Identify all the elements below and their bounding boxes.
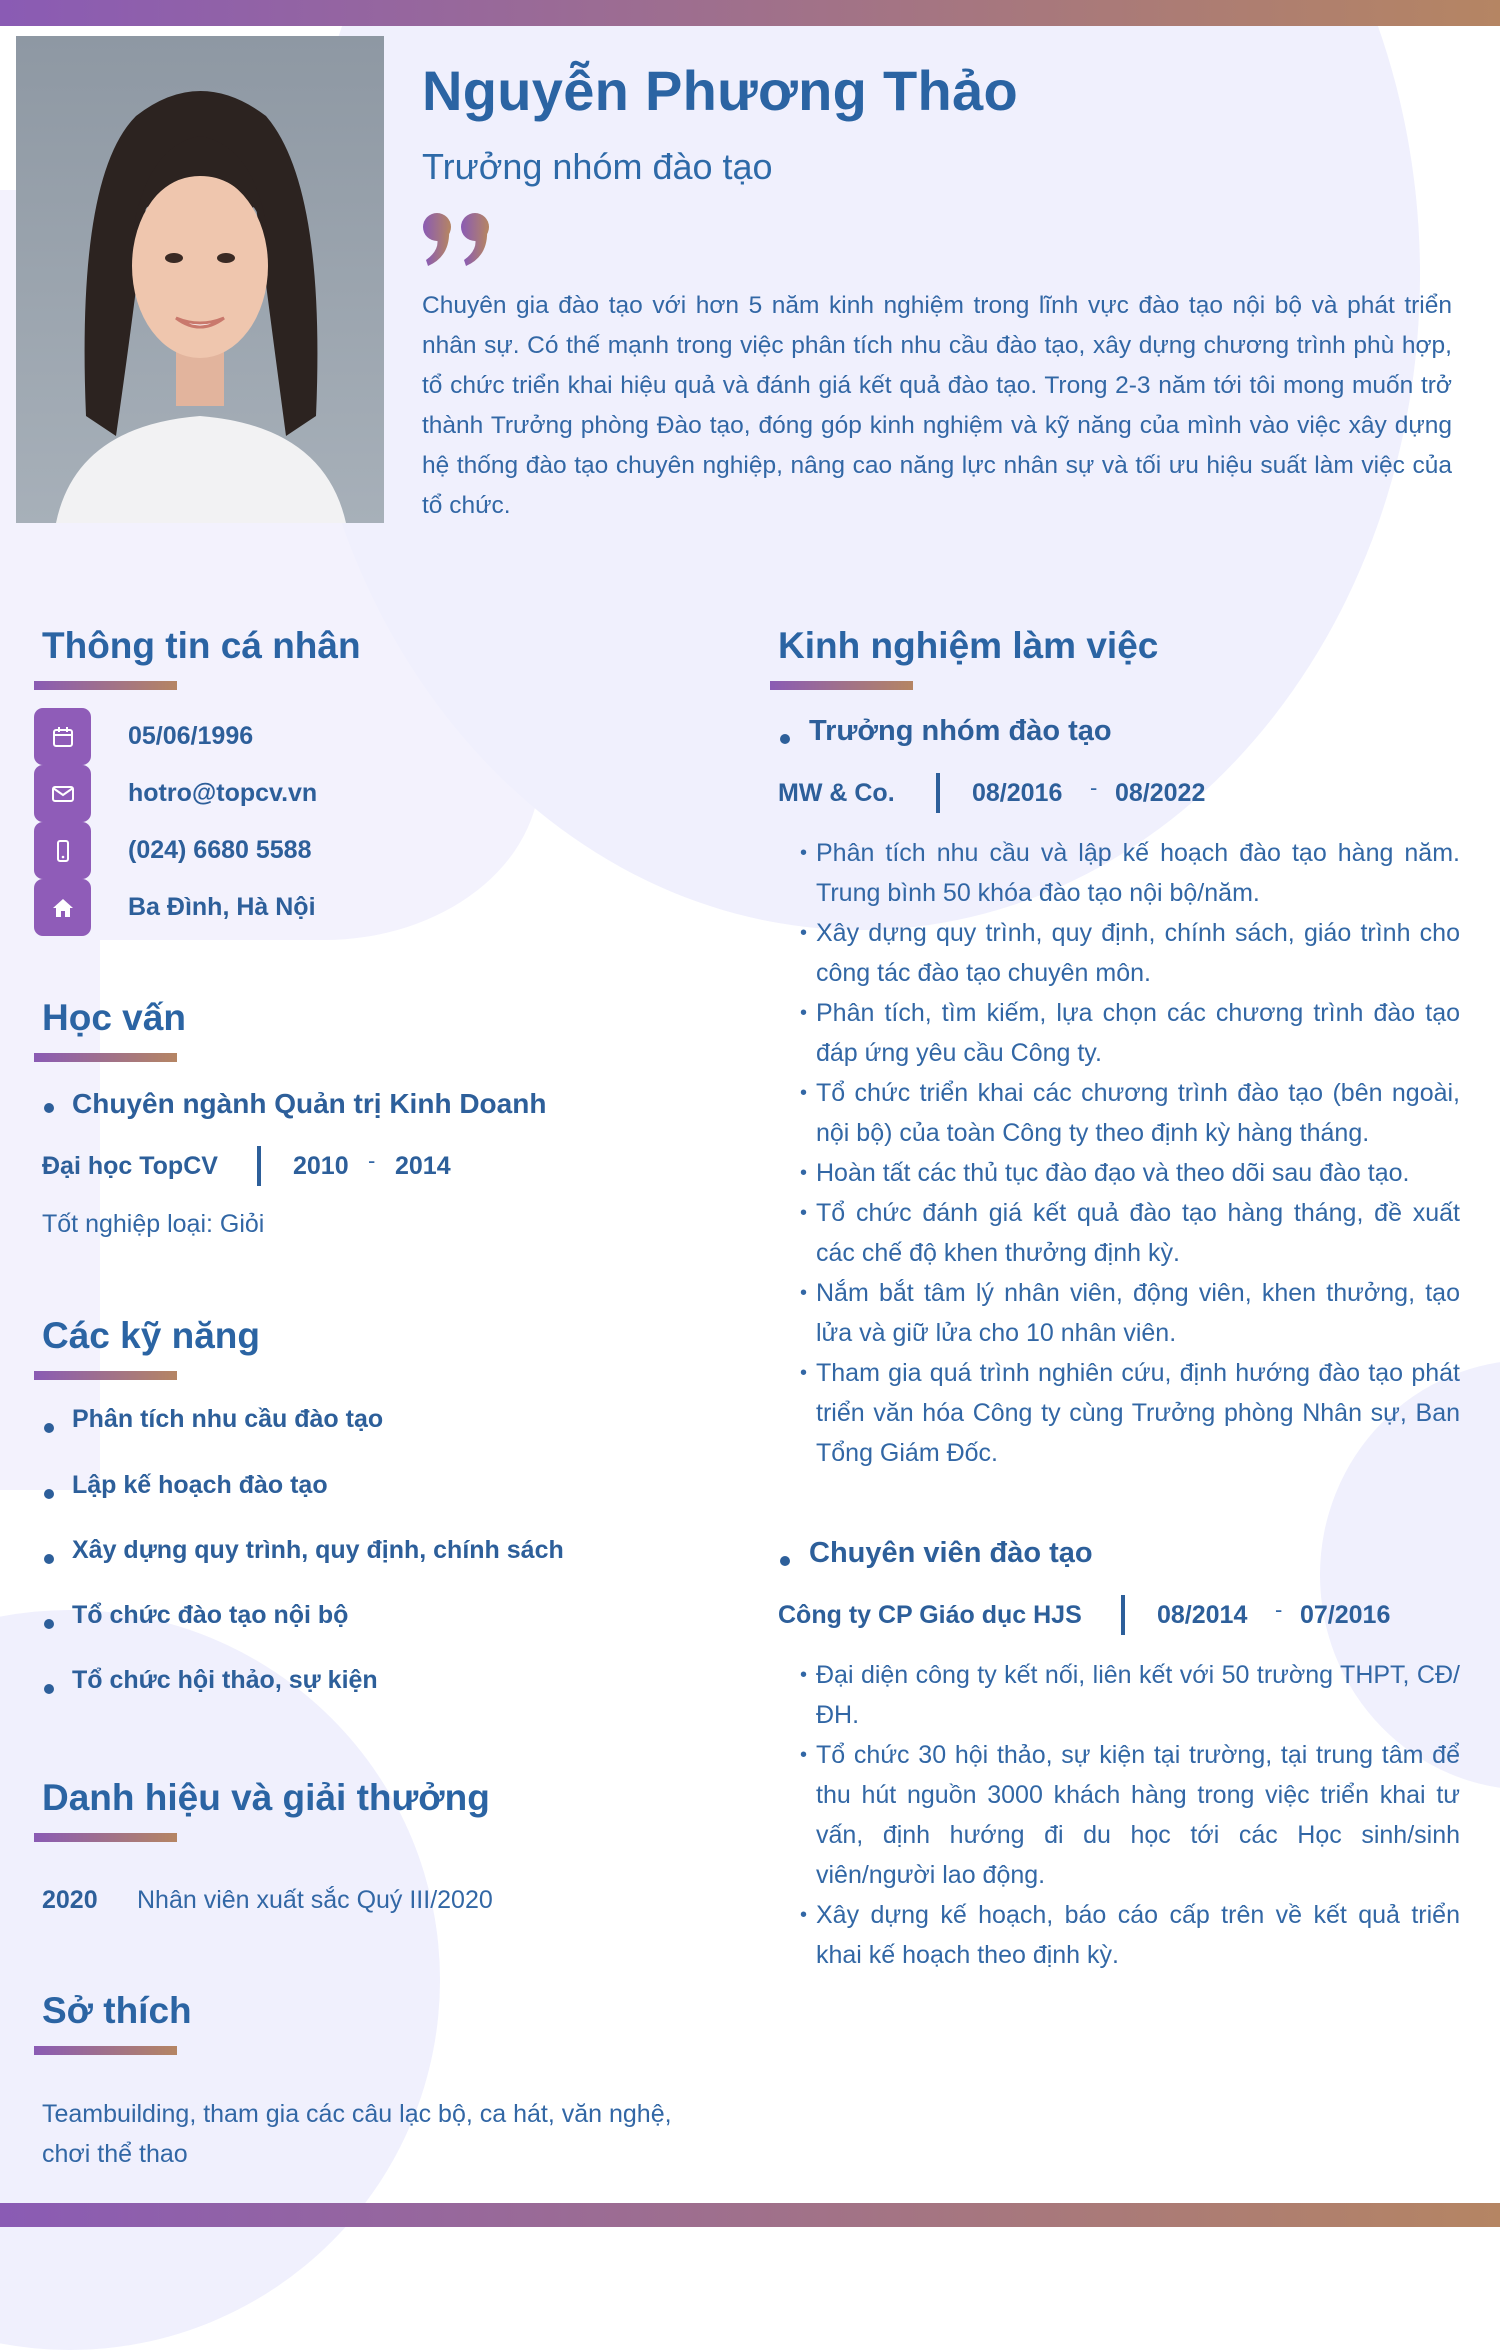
section-underline — [770, 681, 913, 690]
bullet-dot — [780, 1556, 790, 1566]
separator — [257, 1146, 261, 1186]
skill-item: Tổ chức hội thảo, sự kiện — [72, 1666, 378, 1694]
duty-item: • Tổ chức triển khai các chương trình đào tạo (bên ngoài, nội bộ) của toàn Công ty theo định kỳ hàng tháng. — [800, 1073, 1460, 1153]
skill-item: Phân tích nhu cầu đào tạo — [72, 1405, 384, 1433]
job-company: Công ty CP Giáo dục HJS — [778, 1601, 1082, 1629]
calendar-icon — [34, 708, 91, 765]
section-title-hobbies: Sở thích — [42, 1990, 192, 2031]
duty-item: • Đại diện công ty kết nối, liên kết với 50 trường THPT, CĐ/ĐH. — [800, 1655, 1460, 1735]
skill-item: Xây dựng quy trình, quy định, chính sách — [72, 1536, 564, 1564]
bullet-dot — [44, 1489, 54, 1499]
section-title-awards: Danh hiệu và giải thưởng — [42, 1777, 490, 1818]
job-end: 08/2022 — [1115, 779, 1206, 807]
bullet-dot — [780, 734, 790, 744]
award-text: Nhân viên xuất sắc Quý III/2020 — [137, 1886, 493, 1914]
bottom-accent-bar — [0, 2203, 1500, 2227]
phone-icon — [34, 822, 91, 879]
job-position: Trưởng nhóm đào tạo — [809, 715, 1112, 747]
bullet-dot — [44, 1554, 54, 1564]
phone-number[interactable]: (024) 6680 5588 — [128, 836, 312, 864]
job-company: MW & Co. — [778, 779, 895, 807]
job-duties — [800, 1655, 1460, 1975]
candidate-name: Nguyễn Phương Thảo — [422, 59, 1018, 122]
profile-photo — [16, 36, 384, 523]
job-duties — [800, 833, 1460, 1473]
date-dash: - — [368, 1148, 376, 1173]
section-title-skills: Các kỹ năng — [42, 1315, 260, 1356]
duty-item: • Phân tích, tìm kiếm, lựa chọn các chương trình đào tạo đáp ứng yêu cầu Công ty. — [800, 993, 1460, 1073]
duty-item: • Tổ chức đánh giá kết quả đào tạo hàng tháng, đề xuất các chế độ khen thưởng định kỳ. — [800, 1193, 1460, 1273]
email-icon — [34, 765, 91, 822]
section-title-personal: Thông tin cá nhân — [42, 625, 361, 666]
education-end: 2014 — [395, 1152, 451, 1180]
duty-item: • Xây dựng quy trình, quy định, chính sách, giáo trình cho công tác đào tạo chuyên môn. — [800, 913, 1460, 993]
bullet-dot — [44, 1684, 54, 1694]
job-start: 08/2014 — [1157, 1601, 1248, 1629]
job-position: Chuyên viên đào tạo — [809, 1537, 1093, 1569]
duty-item: • Tham gia quá trình nghiên cứu, định hướng đào tạo phát triển văn hóa Công ty cùng Trưởng phòng Nhân sự, Ban Tổng Giám Đốc. — [800, 1353, 1460, 1473]
education-major: Chuyên ngành Quản trị Kinh Doanh — [72, 1088, 547, 1119]
career-summary: Chuyên gia đào tạo với hơn 5 năm kinh nghiệm trong lĩnh vực đào tạo nội bộ và phát triển nhân sự. Có thế mạnh trong việc phân tích nhu cầu đào tạo, xây dựng chương trình phù hợp, tổ chức triển khai hiệu quả và đánh giá kết quả đào tạo. Trong 2-3 năm tới tôi mong muốn trở thành Trưởng phòng Đào tạo, đóng góp kinh nghiệm và kỹ năng của mình vào việc xây dựng hệ thống đào tạo chuyên nghiệp, nâng cao năng lực nhân sự và tối ưu hiệu suất làm việc của tổ chức. — [422, 292, 1452, 519]
section-underline — [34, 1371, 177, 1380]
address: Ba Đình, Hà Nội — [128, 893, 316, 921]
section-title-education: Học vấn — [42, 997, 186, 1038]
section-underline — [34, 681, 177, 690]
duty-item: • Phân tích nhu cầu và lập kế hoạch đào tạo hàng năm. Trung bình 50 khóa đào tạo nội bộ/năm. — [800, 833, 1460, 913]
section-underline — [34, 1833, 177, 1842]
section-title-experience: Kinh nghiệm làm việc — [778, 625, 1159, 666]
skill-item: Lập kế hoạch đào tạo — [72, 1471, 328, 1499]
award-year: 2020 — [42, 1886, 98, 1914]
section-underline — [34, 2046, 177, 2055]
bullet-dot — [44, 1103, 54, 1113]
duty-item: • Tổ chức 30 hội thảo, sự kiện tại trường, tại trung tâm để thu hút nguồn 3000 khách hàng trong việc triển khai tư vấn, định hướng đi du học tới các Học sinh/sinh viên/người lao động. — [800, 1735, 1460, 1895]
email-address[interactable]: hotro@topcv.vn — [128, 779, 318, 807]
duty-item: • Hoàn tất các thủ tục đào đạo và theo dõi sau đào tạo. — [800, 1153, 1460, 1193]
education-school: Đại học TopCV — [42, 1152, 218, 1180]
bullet-dot — [44, 1423, 54, 1433]
home-icon — [34, 879, 91, 936]
education-note: Tốt nghiệp loại: Giỏi — [42, 1210, 265, 1238]
hobbies-text: Teambuilding, tham gia các câu lạc bộ, ca hát, văn nghệ, chơi thể thao — [42, 2100, 672, 2168]
job-end: 07/2016 — [1300, 1601, 1391, 1629]
skill-item: Tổ chức đào tạo nội bộ — [72, 1601, 349, 1629]
quote-icon — [420, 210, 500, 270]
separator — [936, 773, 940, 813]
birth-date: 05/06/1996 — [128, 722, 254, 750]
background-circle — [0, 1610, 440, 2350]
job-title: Trưởng nhóm đào tạo — [422, 146, 773, 187]
top-accent-bar — [0, 0, 1500, 26]
education-start: 2010 — [293, 1152, 349, 1180]
date-dash: - — [1090, 775, 1098, 800]
section-underline — [34, 1053, 177, 1062]
date-dash: - — [1275, 1597, 1283, 1622]
duty-item: • Nắm bắt tâm lý nhân viên, động viên, khen thưởng, tạo lửa và giữ lửa cho 10 nhân viên. — [800, 1273, 1460, 1353]
job-start: 08/2016 — [972, 779, 1063, 807]
separator — [1121, 1595, 1125, 1635]
duty-item: • Xây dựng kế hoạch, báo cáo cấp trên về kết quả triển khai kế hoạch theo định kỳ. — [800, 1895, 1460, 1975]
bullet-dot — [44, 1619, 54, 1629]
